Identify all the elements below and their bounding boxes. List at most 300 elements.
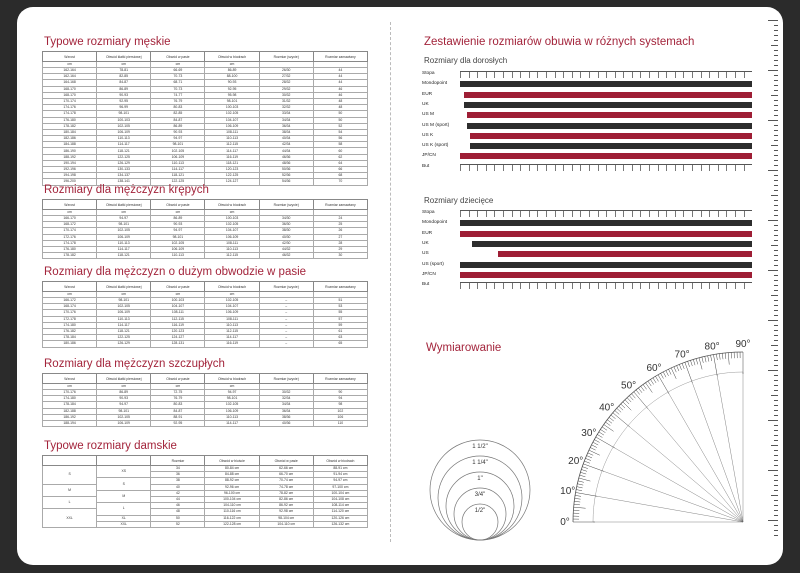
shoe-row xyxy=(422,133,752,139)
table-cell: 53 xyxy=(313,304,367,310)
shoe-size-cell xyxy=(719,143,730,149)
shoe-size-cell xyxy=(606,81,621,87)
table-cell: 86-92 cm xyxy=(259,503,313,509)
table-cell: 64 xyxy=(313,160,367,166)
unit-cell: cm xyxy=(43,384,97,390)
protractor-tick xyxy=(645,383,652,393)
shoe-size-cell xyxy=(692,231,701,237)
shoe-size-cell xyxy=(577,153,592,159)
shoe-size-cell xyxy=(503,143,514,149)
shoe-size-cell xyxy=(611,143,622,149)
shoe-size-cell xyxy=(472,241,481,247)
shoe-row-label: JP/CN xyxy=(422,271,436,277)
shoe-size-cell xyxy=(640,262,649,268)
ruler-tick xyxy=(774,265,778,266)
ruler-tick xyxy=(771,295,778,296)
shoe-size-cell xyxy=(600,133,611,139)
shoe-row-label: US K xyxy=(422,132,434,138)
table-cell: 168-170 xyxy=(43,86,97,92)
protractor-tick xyxy=(593,442,598,445)
shoe-size-cell xyxy=(511,112,522,118)
big-waist-table xyxy=(42,281,368,348)
shoe-size-band xyxy=(460,220,752,226)
column-header: Rozmiar zamawiany xyxy=(313,374,367,384)
shoe-size-cell xyxy=(572,220,583,226)
table-cell: 38/36 xyxy=(259,414,313,420)
protractor-tick xyxy=(711,355,712,361)
shoe-size-cell xyxy=(640,211,649,217)
shoe-size-cell xyxy=(649,165,658,171)
table-cell: 29 xyxy=(313,246,367,252)
shoe-size-cell xyxy=(702,92,715,98)
table-cell: 50 xyxy=(151,515,205,521)
shoe-size-cell xyxy=(593,241,602,247)
shoe-size-band xyxy=(460,153,752,159)
column-header: Rozmiar xyxy=(151,456,205,466)
table-cell: 52/36 xyxy=(259,173,313,179)
shoe-size-cell xyxy=(675,112,686,118)
table-cell: 94-97 xyxy=(151,228,205,234)
table-cell: 178-184 xyxy=(43,335,97,341)
table-cell: 114-117 xyxy=(151,167,205,173)
table-cell: 138-141 xyxy=(97,179,151,185)
shoe-size-cell xyxy=(529,262,538,268)
shoe-size-cell xyxy=(619,102,630,108)
shoe-size-cell xyxy=(584,272,595,278)
ruler-tick xyxy=(774,410,778,411)
shoe-size-cell xyxy=(652,92,665,98)
shoe-size-cell xyxy=(555,165,564,171)
table-cell: 90-93 xyxy=(151,129,205,135)
shoe-size-cell xyxy=(540,251,551,257)
protractor-tick xyxy=(621,404,625,408)
shoe-size-cell xyxy=(621,123,632,129)
shoe-size-cell xyxy=(550,220,561,226)
shoe-size-cell xyxy=(478,112,489,118)
table-cell: 30 xyxy=(313,253,367,259)
shoe-size-cell xyxy=(595,272,606,278)
table-cell: 102-105 xyxy=(205,298,259,304)
table-cell: 58 xyxy=(313,142,367,148)
table-cell: 102-105 xyxy=(151,148,205,154)
shoe-size-cell xyxy=(614,92,627,98)
table-cell: 55 xyxy=(313,310,367,316)
shoe-size-cell xyxy=(632,283,641,289)
shoe-size-cell xyxy=(632,112,643,118)
protractor-tick xyxy=(699,358,702,370)
table-cell: 74-77 xyxy=(151,92,205,98)
table-cell: 106-109 xyxy=(205,310,259,316)
shoe-size-cell xyxy=(530,251,541,257)
table-cell: 48/36 xyxy=(259,160,313,166)
shoe-size-cell xyxy=(512,72,521,78)
shoe-size-cell xyxy=(516,272,527,278)
shoe-size-cell xyxy=(692,211,701,217)
shoe-size-cell xyxy=(709,283,718,289)
protractor-tick xyxy=(631,394,635,399)
table-cell: 92-98 cm xyxy=(259,509,313,515)
table-cell: 178-182 xyxy=(43,253,97,259)
shoe-size-cell xyxy=(606,153,621,159)
shoe-size-cell xyxy=(584,241,593,247)
table-cell: 40/30 xyxy=(259,234,313,240)
table-cell: 66-69 xyxy=(151,68,205,74)
unit-cell: cm xyxy=(205,210,259,216)
table-cell: 26 xyxy=(313,228,367,234)
shoe-size-cell xyxy=(615,231,624,237)
shoe-size-cell xyxy=(546,143,557,149)
shoe-size-cell xyxy=(629,220,640,226)
table-cell: 40/34 xyxy=(259,136,313,142)
ruler-tick xyxy=(774,135,778,136)
unit-cell: cm xyxy=(151,292,205,298)
shoe-size-cell xyxy=(708,153,723,159)
shoe-row xyxy=(422,71,752,77)
ruler-tick xyxy=(774,490,778,491)
shoe-size-cell xyxy=(666,262,675,268)
shoe-size-cell xyxy=(633,143,644,149)
shoe-size-cell xyxy=(719,133,730,139)
table-cell: 86-89 xyxy=(97,390,151,396)
shoe-size-cell xyxy=(520,262,529,268)
table-cell: 66-70 cm xyxy=(259,472,313,478)
shoe-size-band xyxy=(460,282,752,289)
shoe-size-cell xyxy=(735,262,744,268)
shoe-size-cell xyxy=(653,123,664,129)
column-header: Obwód w biuście xyxy=(205,456,259,466)
table-cell: 78-82 cm xyxy=(259,490,313,496)
shoe-size-cell xyxy=(512,262,521,268)
shoe-size-cell xyxy=(460,231,469,237)
table-cell: 90-93 xyxy=(97,396,151,402)
shoe-size-cell xyxy=(562,153,577,159)
table-cell: 124-127 xyxy=(205,179,259,185)
ruler-tick xyxy=(774,40,778,41)
ruler-tick xyxy=(774,150,778,151)
stocky-sizes-title: Rozmiary dla mężczyzn krępych xyxy=(44,184,209,196)
shoe-size-cell xyxy=(606,231,615,237)
shoe-size-cell xyxy=(578,133,589,139)
shoe-size-cell xyxy=(744,165,753,171)
ring-size-gauge xyxy=(430,410,530,550)
table-cell: 28 xyxy=(313,240,367,246)
table-cell: 30/32 xyxy=(259,92,313,98)
shoe-size-cell xyxy=(500,123,511,129)
shoe-size-cell xyxy=(520,165,529,171)
shoe-size-cell xyxy=(546,165,555,171)
shoe-size-cell xyxy=(469,262,478,268)
table-cell: 92-95 xyxy=(151,420,205,426)
shoe-size-cell xyxy=(564,92,577,98)
table-cell: 104-108 cm xyxy=(313,496,367,502)
shoe-size-cell xyxy=(533,81,548,87)
table-cell: 46 xyxy=(313,92,367,98)
shoe-size-cell xyxy=(514,92,527,98)
table-cell: 98-101 xyxy=(97,298,151,304)
table-cell: 36 xyxy=(151,472,205,478)
shoe-size-cell xyxy=(546,133,557,139)
ruler-tick xyxy=(774,110,778,111)
protractor-tick xyxy=(581,469,587,471)
table-cell: 51 xyxy=(313,298,367,304)
shoe-size-cell xyxy=(633,133,644,139)
table-cell: 118-121 xyxy=(97,253,151,259)
table-cell: 46 xyxy=(313,86,367,92)
shoe-size-cell xyxy=(723,153,738,159)
table-cell: 192-196 xyxy=(43,167,97,173)
shoe-size-cell xyxy=(572,72,581,78)
shoe-size-cell xyxy=(741,133,752,139)
shoe-size-cell xyxy=(631,241,640,247)
table-cell: 44 xyxy=(151,496,205,502)
table-cell: 34 xyxy=(151,466,205,472)
column-header: Rozmiar (szycie) xyxy=(259,282,313,292)
table-cell: 172-178 xyxy=(43,316,97,322)
shoe-row-label: US M xyxy=(422,112,434,118)
shoe-size-cell xyxy=(572,272,583,278)
protractor-tick xyxy=(661,373,664,378)
ruler-tick xyxy=(771,95,778,96)
shoe-size-band xyxy=(467,112,752,118)
ruler-tick xyxy=(774,310,778,311)
protractor-tick xyxy=(607,420,612,424)
shoe-size-cell xyxy=(741,272,752,278)
protractor-tick xyxy=(609,417,614,421)
shoe-size-cell xyxy=(460,283,469,289)
shoe-size-band xyxy=(498,251,752,257)
shoe-size-cell xyxy=(683,283,692,289)
shoe-size-cell xyxy=(625,251,636,257)
shoe-size-cell xyxy=(548,81,563,87)
shoe-size-cell xyxy=(528,241,537,247)
ruler-tick xyxy=(774,535,778,536)
shoe-row xyxy=(422,102,752,108)
protractor-tick xyxy=(627,398,631,402)
table-cell: 108-111 xyxy=(205,240,259,246)
table-cell: 112-115 xyxy=(205,328,259,334)
shoe-size-cell xyxy=(509,251,520,257)
shoe-size-cell xyxy=(600,143,611,149)
shoe-size-cell xyxy=(718,272,729,278)
shoe-size-cell xyxy=(546,262,555,268)
table-cell: 104-107 xyxy=(205,117,259,123)
ruler-tick xyxy=(774,330,778,331)
shoe-size-cell xyxy=(644,133,655,139)
table-cell: 196-200 xyxy=(43,179,97,185)
shoe-size-cell xyxy=(555,283,564,289)
column-header: Wzrost xyxy=(43,200,97,210)
shoe-size-cell xyxy=(730,133,741,139)
ruler-tick xyxy=(771,445,778,446)
table-cell: 30/32 xyxy=(259,390,313,396)
unit-cell: cm xyxy=(205,384,259,390)
shoe-size-cell xyxy=(735,231,744,237)
table-cell: 102-105 xyxy=(151,240,205,246)
ring-circle xyxy=(430,440,530,540)
shoe-size-cell xyxy=(718,220,729,226)
shoe-row-label: Stopa xyxy=(422,71,435,76)
unit-cell: cm xyxy=(205,62,259,68)
protractor-tick xyxy=(636,390,640,395)
protractor-tick xyxy=(594,440,599,443)
shoe-size-cell xyxy=(708,123,719,129)
ruler-tick xyxy=(774,435,778,436)
shoe-sizes-title: Zestawienie rozmiarów obuwia w różnych systemach xyxy=(424,36,695,48)
table-cell: 31/32 xyxy=(259,98,313,104)
shoe-size-cell xyxy=(694,81,709,87)
shoe-size-cell xyxy=(709,165,718,171)
shoe-size-cell xyxy=(705,241,714,247)
table-cell: 122-125 xyxy=(151,179,205,185)
table-cell: 76-79 xyxy=(151,396,205,402)
ruler-tick xyxy=(771,395,778,396)
shoe-size-band xyxy=(460,210,752,217)
shoe-size-cell xyxy=(575,102,586,108)
protractor-tick xyxy=(580,472,586,474)
shoe-size-cell xyxy=(686,123,697,129)
protractor-tick xyxy=(574,507,586,508)
table-row xyxy=(43,341,368,347)
table-cell: 162-164 xyxy=(43,68,97,74)
table-cell: 52 xyxy=(313,123,367,129)
shoe-size-cell xyxy=(512,231,521,237)
kids-shoe-chart xyxy=(422,210,752,290)
shoe-size-cell xyxy=(589,143,600,149)
shoe-size-cell xyxy=(511,123,522,129)
ruler-tick xyxy=(774,275,778,276)
shoe-size-cell xyxy=(519,241,528,247)
column-header: Wzrost xyxy=(43,374,97,384)
shoe-size-cell xyxy=(674,102,685,108)
unit-cell: cm xyxy=(43,292,97,298)
table-cell: 170-176 xyxy=(43,390,97,396)
shoe-size-cell xyxy=(497,102,508,108)
shoe-size-cell xyxy=(580,165,589,171)
column-header: Obwód w biodrach xyxy=(205,374,259,384)
shoe-size-cell xyxy=(505,220,516,226)
table-cell: 172-176 xyxy=(43,234,97,240)
table-cell: 56 xyxy=(313,136,367,142)
shoe-size-cell xyxy=(730,112,741,118)
table-cell: 82-86 cm xyxy=(259,496,313,502)
shoe-size-cell xyxy=(486,231,495,237)
slim-sizes-title: Rozmiary dla mężczyzn szczupłych xyxy=(44,358,225,370)
shoe-size-cell xyxy=(557,133,568,139)
shoe-size-cell xyxy=(651,220,662,226)
shoe-size-cell xyxy=(658,211,667,217)
shoe-size-cell xyxy=(675,283,684,289)
angle-label: 20° xyxy=(568,456,584,468)
shoe-size-cell xyxy=(615,165,624,171)
shoe-size-cell xyxy=(608,102,619,108)
column-header xyxy=(43,456,97,466)
shoe-size-cell xyxy=(460,211,469,217)
ruler-tick xyxy=(774,415,778,416)
shoe-size-cell xyxy=(686,102,697,108)
table-cell: 102 xyxy=(313,408,367,414)
shoe-size-cell xyxy=(555,112,566,118)
group-cell: XXL xyxy=(43,509,97,528)
shoe-size-cell xyxy=(589,262,598,268)
shoe-size-cell xyxy=(591,153,606,159)
shoe-size-cell xyxy=(588,123,599,129)
table-cell: 182-188 xyxy=(43,408,97,414)
table-cell: 166-170 xyxy=(43,216,97,222)
shoe-size-cell xyxy=(580,262,589,268)
shoe-size-cell xyxy=(598,262,607,268)
shoe-size-cell xyxy=(588,112,599,118)
ruler-tick xyxy=(774,140,778,141)
ruler-tick xyxy=(774,325,778,326)
shoe-size-cell xyxy=(636,251,647,257)
angle-label: 30° xyxy=(581,428,597,439)
shoe-size-cell xyxy=(643,123,654,129)
unit-cell: cm xyxy=(43,62,97,68)
shoe-size-cell xyxy=(563,283,572,289)
shoe-size-cell xyxy=(715,241,724,247)
shoe-size-cell xyxy=(481,241,490,247)
table-cell: 110-113 xyxy=(151,160,205,166)
protractor-ray xyxy=(628,426,743,522)
ruler-tick xyxy=(774,525,778,526)
shoe-size-cell xyxy=(639,92,652,98)
ruler-tick xyxy=(768,370,778,371)
shoe-size-cell xyxy=(730,220,741,226)
shoe-size-band xyxy=(464,102,752,108)
shoe-size-cell xyxy=(503,231,512,237)
ruler-tick xyxy=(774,85,778,86)
side-ruler xyxy=(752,20,780,535)
shoe-size-cell xyxy=(665,143,676,149)
shoe-size-cell xyxy=(584,220,595,226)
table-cell: 50 xyxy=(313,111,367,117)
shoe-size-cell xyxy=(542,102,553,108)
ruler-tick xyxy=(774,460,778,461)
shoe-row xyxy=(422,112,752,118)
ruler-tick xyxy=(774,65,778,66)
shoe-size-cell xyxy=(503,262,512,268)
shoe-size-cell xyxy=(621,153,636,159)
mens-sizes-table xyxy=(42,51,368,186)
table-header xyxy=(43,52,368,62)
shoe-size-cell xyxy=(687,241,696,247)
table-cell: 116-119 xyxy=(151,322,205,328)
shoe-size-cell xyxy=(513,143,524,149)
ruler-tick xyxy=(774,455,778,456)
shoe-size-cell xyxy=(718,231,727,237)
ruler-tick xyxy=(768,120,778,121)
shoe-size-cell xyxy=(688,251,699,257)
shoe-size-cell xyxy=(577,123,588,129)
letter-size-cell: XL xyxy=(97,515,151,521)
table-header xyxy=(43,374,368,384)
protractor-tick xyxy=(588,453,593,455)
shoe-size-cell xyxy=(707,272,718,278)
shoe-size-cell xyxy=(599,112,610,118)
protractor-tick xyxy=(592,445,597,448)
shoe-size-cell xyxy=(617,272,628,278)
shoe-size-cell xyxy=(623,72,632,78)
shoe-size-cell xyxy=(491,241,500,247)
shoe-size-cell xyxy=(741,123,752,129)
shoe-size-cell xyxy=(726,262,735,268)
ruler-tick xyxy=(771,195,778,196)
table-cell: – xyxy=(259,322,313,328)
table-cell: 108-111 xyxy=(151,310,205,316)
table-cell: 108-111 xyxy=(205,316,259,322)
shoe-size-cell xyxy=(701,231,710,237)
shoe-size-cell xyxy=(640,220,651,226)
